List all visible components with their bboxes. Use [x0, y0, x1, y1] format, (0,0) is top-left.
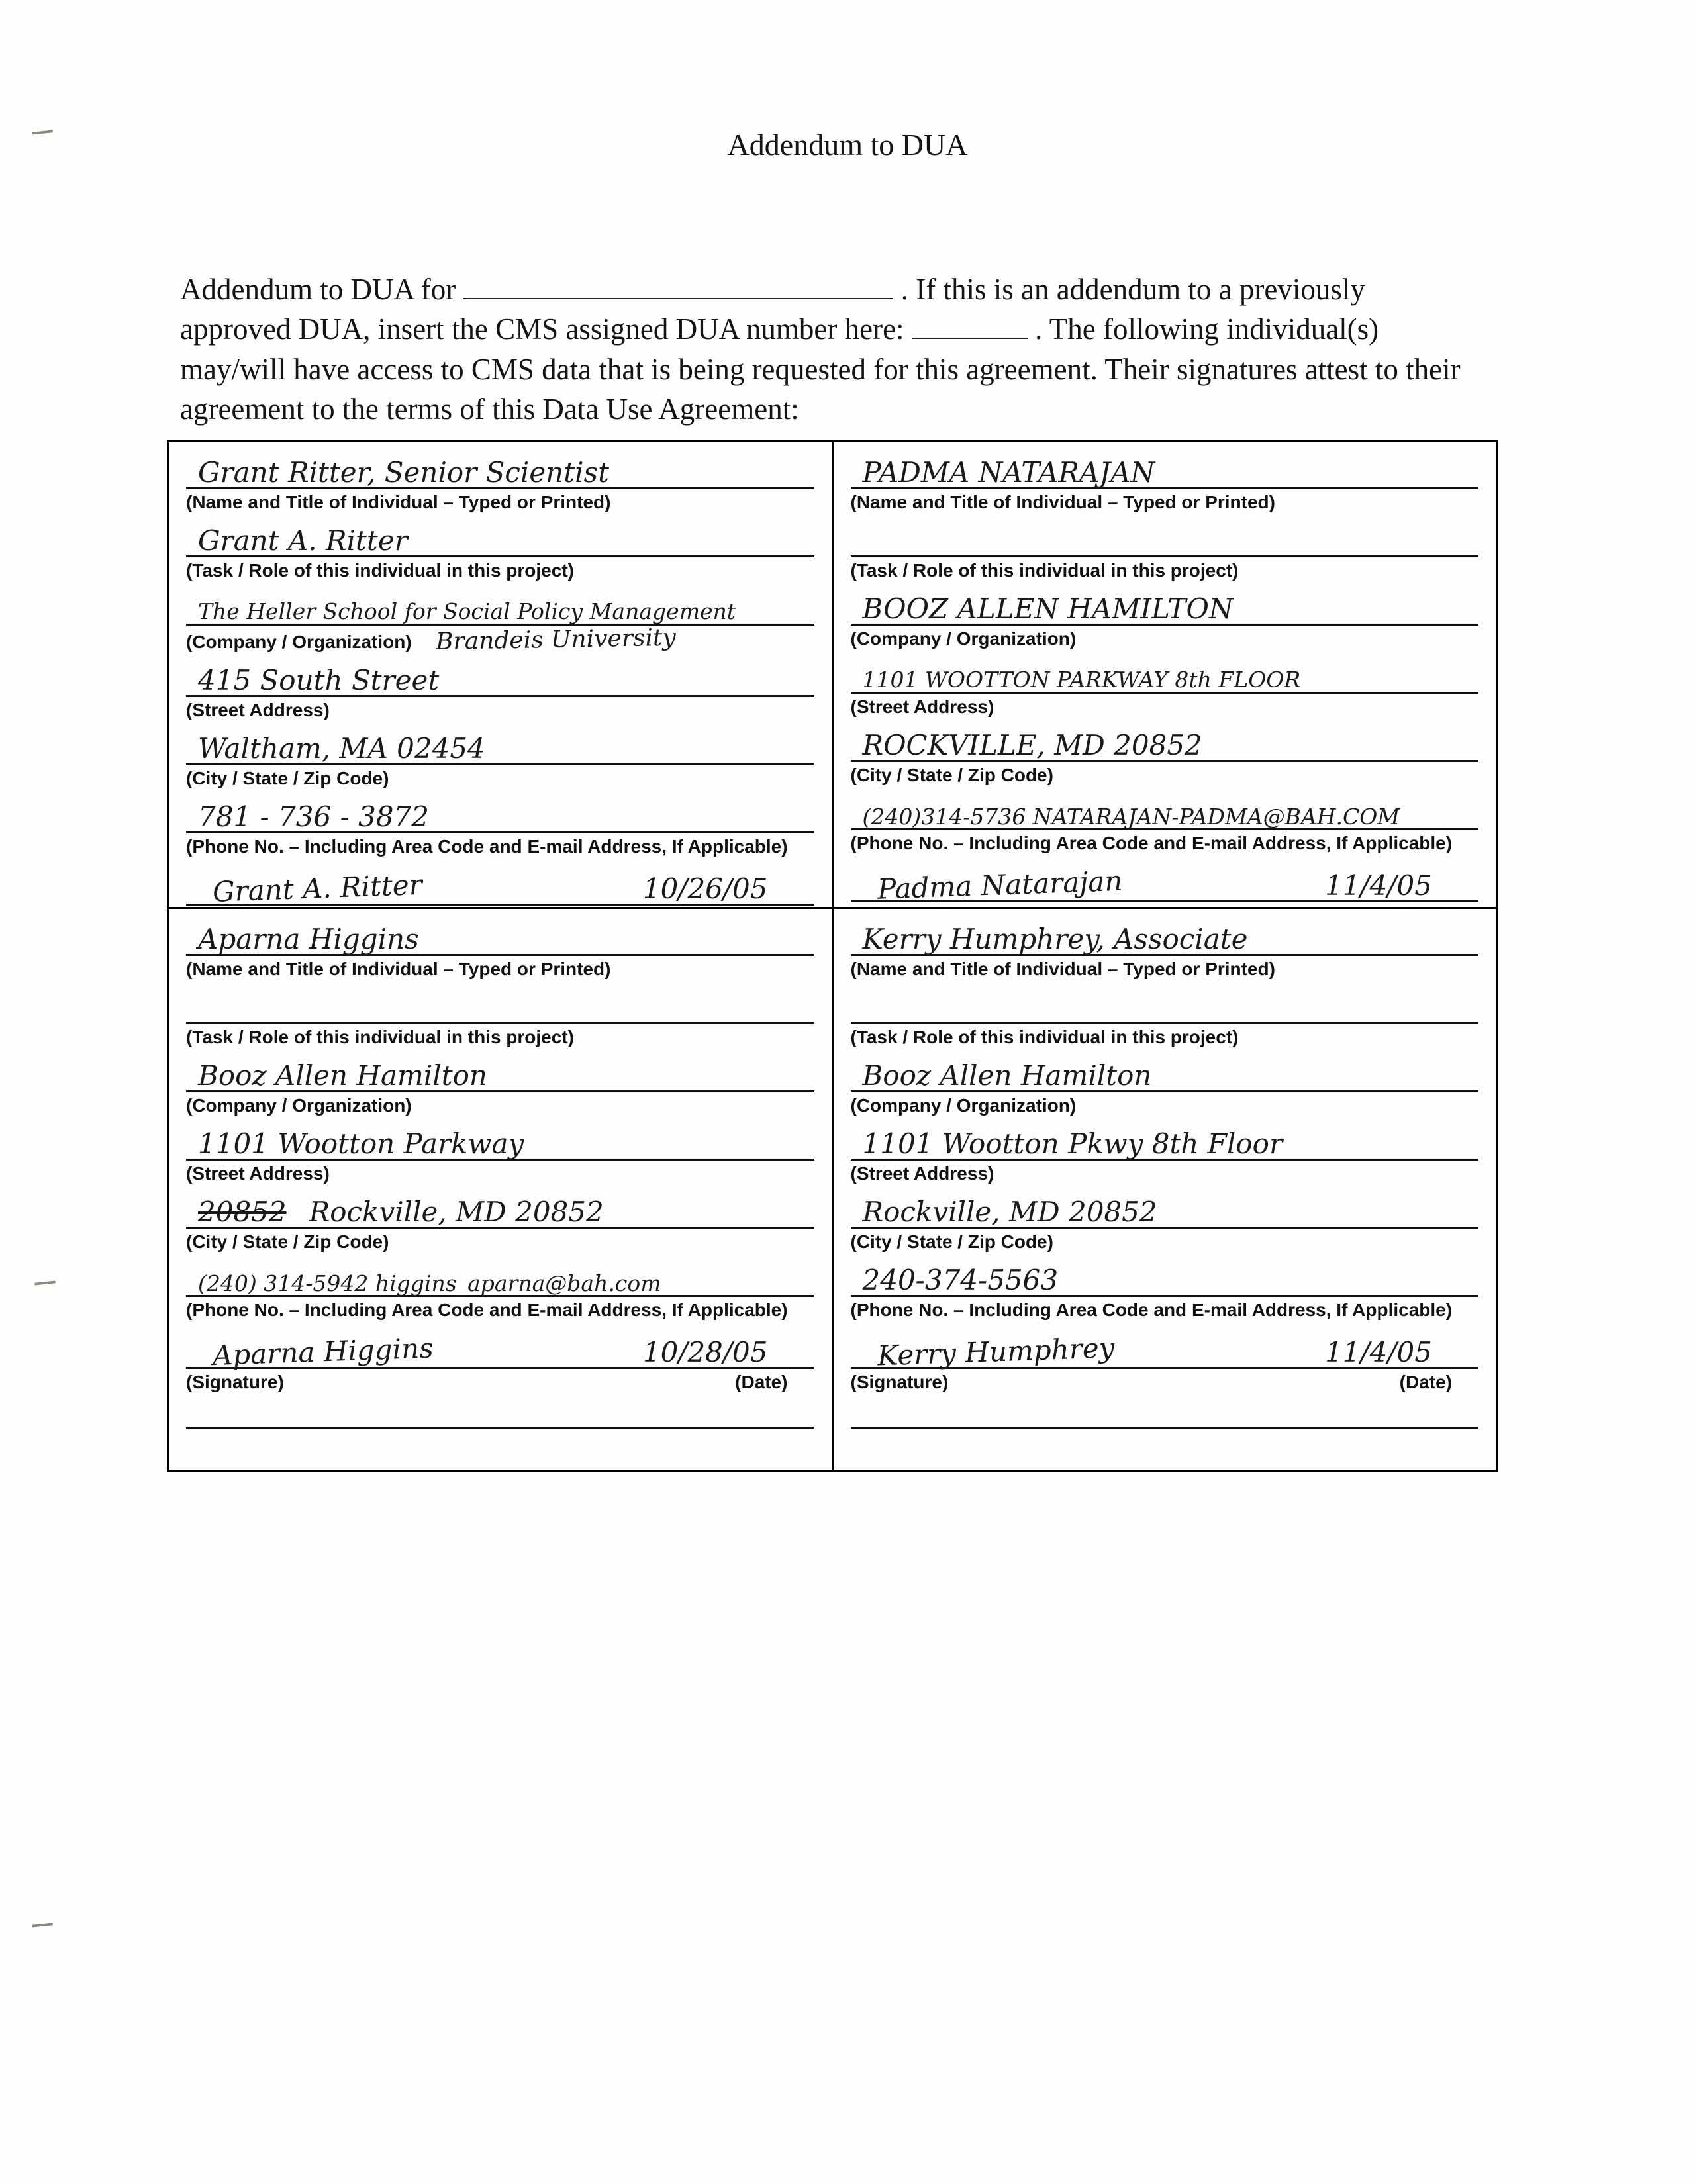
signer-block-grant-ritter — [169, 442, 832, 907]
company-label: (Company / Organization) — [186, 1095, 412, 1116]
name-line — [851, 920, 1479, 956]
name-value: Aparna Higgins — [198, 922, 419, 955]
company-field — [186, 589, 814, 658]
name-field — [186, 920, 814, 985]
city-value: Rockville, MD 20852 — [862, 1196, 1157, 1229]
scan-artifact — [32, 1923, 53, 1927]
intro-end: . The following individual(s) may/will have access to CMS data that is being requested for this agreement. Their signatures attest to their agreement to the terms of this Data Use Agreement: — [180, 312, 1461, 426]
street-field — [186, 1124, 814, 1190]
street-value: 1101 Wootton Pkwy 8th Floor — [862, 1127, 1283, 1160]
task-label: (Task / Role of this individual in this project) — [186, 560, 574, 581]
signature-value: Kerry Humphrey — [876, 1331, 1115, 1372]
city-field — [851, 726, 1479, 791]
company-field — [851, 1056, 1479, 1121]
company-label: (Company / Organization) — [850, 1095, 1077, 1116]
company-value: Booz Allen Hamilton — [198, 1059, 487, 1092]
signer-block-padma-natarajan — [834, 442, 1496, 907]
phone-line — [851, 794, 1479, 830]
signature-label: (Signature) — [186, 1372, 284, 1393]
phone-label: (Phone No. – Including Area Code and E-mail Address, If Applicable) — [850, 1300, 1453, 1321]
date-label: (Date) — [1399, 1372, 1452, 1393]
intro-paragraph — [180, 269, 1471, 429]
task-field — [186, 521, 814, 587]
signature-table — [167, 440, 1498, 1472]
city-line — [851, 1192, 1479, 1229]
phone-value: (240) 314-5942 higgins_aparna@bah.com — [198, 1270, 661, 1296]
street-label: (Street Address) — [186, 699, 330, 720]
phone-line — [186, 1260, 814, 1297]
date-value: 10/26/05 — [642, 872, 768, 905]
phone-line — [186, 797, 814, 833]
signature-value: Padma Natarajan — [876, 864, 1123, 906]
street-field — [186, 661, 814, 726]
name-label: (Name and Title of Individual – Typed or Printed) — [850, 492, 1275, 512]
city-field — [186, 729, 814, 794]
phone-value: 781 - 736 - 3872 — [198, 800, 430, 833]
company-label-row — [851, 1094, 1479, 1116]
company-side-value: Brandeis University — [435, 624, 676, 656]
task-field — [186, 988, 814, 1053]
street-value: 415 South Street — [198, 663, 440, 696]
task-line — [186, 521, 814, 557]
signature-value: Aparna Higgins — [212, 1331, 434, 1372]
name-line — [186, 453, 814, 489]
city-field — [186, 1192, 814, 1258]
name-line — [851, 453, 1479, 489]
signature-label-row — [851, 1369, 1479, 1398]
city-label: (City / State / Zip Code) — [186, 1231, 389, 1253]
company-label-row — [186, 1094, 814, 1116]
street-label: (Street Address) — [186, 1163, 330, 1184]
signature-field — [186, 1329, 814, 1398]
street-field — [851, 1124, 1479, 1190]
city-line — [851, 726, 1479, 762]
date-label: (Date) — [735, 1372, 788, 1393]
city-value: ROCKVILLE, MD 20852 — [862, 729, 1202, 762]
phone-field — [851, 794, 1479, 859]
name-value: Kerry Humphrey, Associate — [862, 922, 1248, 955]
scan-artifact — [34, 1280, 56, 1285]
company-label: (Company / Organization) — [186, 631, 412, 652]
company-label-row — [851, 628, 1479, 649]
empty-rule — [851, 1427, 1479, 1429]
city-field — [851, 1192, 1479, 1258]
name-field — [851, 453, 1479, 518]
date-value: 11/4/05 — [1325, 1336, 1432, 1369]
phone-value: (240)314-5736 NATARAJAN-PADMA@BAH.COM — [862, 803, 1400, 830]
city-line — [186, 1192, 814, 1229]
task-line — [186, 988, 814, 1024]
street-value: 1101 Wootton Parkway — [198, 1127, 524, 1160]
date-value: 10/28/05 — [642, 1336, 768, 1369]
task-label: (Task / Role of this individual in this project) — [850, 560, 1239, 581]
street-label: (Street Address) — [850, 696, 994, 718]
signature-field — [851, 1329, 1479, 1398]
company-value: The Heller School for Social Policy Management — [198, 598, 736, 625]
street-field — [851, 657, 1479, 723]
city-line — [186, 729, 814, 765]
company-label: (Company / Organization) — [850, 628, 1077, 649]
task-label: (Task / Role of this individual in this project) — [850, 1027, 1239, 1048]
task-field — [851, 988, 1479, 1053]
signature-line — [186, 1329, 814, 1372]
phone-line — [851, 1260, 1479, 1297]
city-label: (City / State / Zip Code) — [850, 1231, 1053, 1253]
name-field — [851, 920, 1479, 985]
name-value: PADMA NATARAJAN — [862, 455, 1155, 489]
phone-field — [186, 1260, 814, 1326]
signature-line — [851, 862, 1479, 906]
phone-value: 240-374-5563 — [862, 1264, 1059, 1297]
company-line — [851, 1056, 1479, 1092]
company-line — [851, 589, 1479, 626]
date-value: 11/4/05 — [1325, 869, 1432, 902]
phone-label: (Phone No. – Including Area Code and E-mail Address, If Applicable) — [186, 1300, 788, 1321]
task-value: Grant A. Ritter — [198, 524, 408, 557]
city-label: (City / State / Zip Code) — [850, 765, 1053, 786]
task-line — [851, 988, 1479, 1024]
street-label: (Street Address) — [850, 1163, 994, 1184]
name-label: (Name and Title of Individual – Typed or Printed) — [186, 492, 611, 512]
task-line — [851, 521, 1479, 557]
city-value: Rockville, MD 20852 — [309, 1196, 604, 1229]
signature-label-row — [186, 1369, 814, 1398]
intro-middle: . If this is an addendum to a previously approved DUA, insert the CMS assigned DUA number here: — [180, 273, 1365, 346]
phone-field — [186, 797, 814, 863]
company-field — [186, 1056, 814, 1121]
empty-rule — [186, 1427, 814, 1429]
name-label: (Name and Title of Individual – Typed or Printed) — [186, 959, 611, 979]
city-struck-value: 20852 — [198, 1196, 287, 1229]
phone-label: (Phone No. – Including Area Code and E-mail Address, If Applicable) — [186, 835, 788, 857]
city-label: (City / State / Zip Code) — [186, 767, 389, 788]
name-line — [186, 920, 814, 956]
company-value: BOOZ ALLEN HAMILTON — [862, 592, 1234, 625]
phone-field — [851, 1260, 1479, 1326]
street-line — [851, 657, 1479, 694]
signer-block-kerry-humphrey — [834, 909, 1496, 1470]
company-label-row — [186, 624, 814, 656]
dua-number-blank — [912, 310, 1028, 340]
task-label: (Task / Role of this individual in this project) — [186, 1027, 574, 1048]
company-value: Booz Allen Hamilton — [862, 1059, 1152, 1092]
name-field — [186, 453, 814, 518]
street-line — [186, 1124, 814, 1161]
street-value: 1101 WOOTTON PARKWAY 8th FLOOR — [862, 667, 1301, 693]
street-line — [851, 1124, 1479, 1161]
task-field — [851, 521, 1479, 587]
dua-for-blank — [463, 269, 893, 299]
signature-value: Grant A. Ritter — [212, 868, 423, 908]
intro-lead: Addendum to DUA for — [180, 273, 463, 306]
signature-label: (Signature) — [850, 1372, 949, 1393]
signature-line — [186, 865, 814, 906]
signature-line — [851, 1329, 1479, 1372]
company-line — [186, 589, 814, 626]
phone-label: (Phone No. – Including Area Code and E-mail Address, If Applicable) — [850, 833, 1453, 854]
company-field — [851, 589, 1479, 655]
city-value: Waltham, MA 02454 — [198, 732, 485, 765]
signer-block-aparna-higgins — [169, 909, 832, 1470]
street-line — [186, 661, 814, 697]
page-title: Addendum to DUA — [727, 128, 968, 162]
name-value: Grant Ritter, Senior Scientist — [198, 455, 609, 489]
name-label: (Name and Title of Individual – Typed or Printed) — [850, 959, 1275, 979]
company-line — [186, 1056, 814, 1092]
